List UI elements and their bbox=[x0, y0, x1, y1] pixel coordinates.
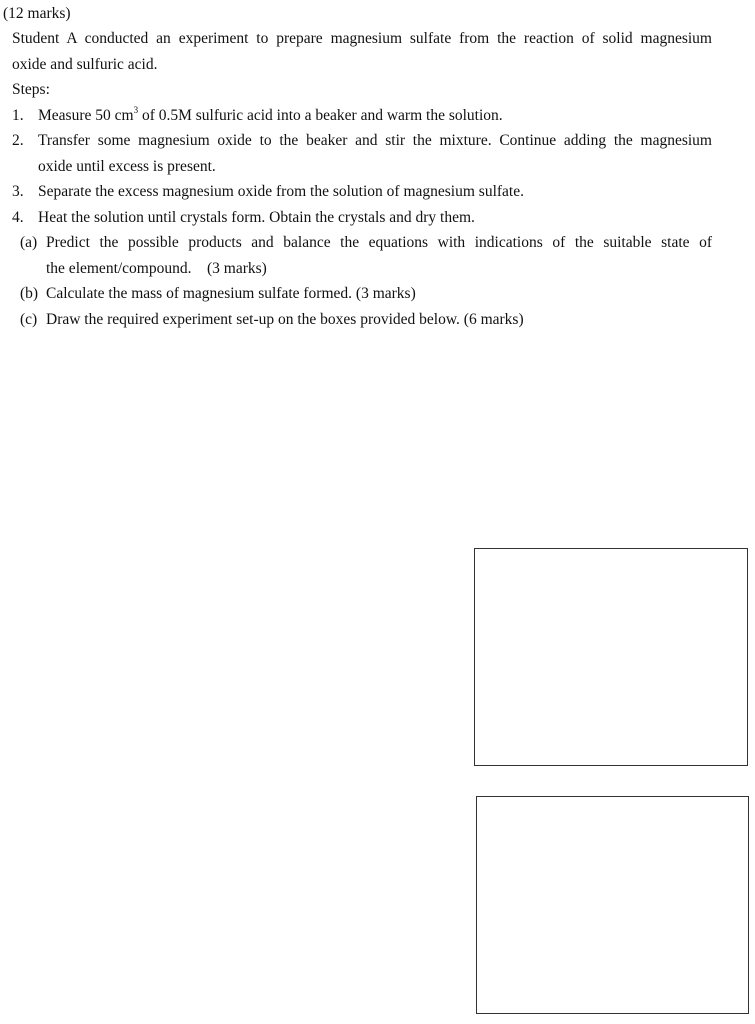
step-4-text: Heat the solution until crystals form. Obtain the crystals and dry them. bbox=[38, 209, 475, 226]
intro-line-2: oxide and sulfuric acid. bbox=[12, 56, 158, 73]
steps-label: Steps: bbox=[12, 81, 50, 98]
step-number: 4. bbox=[12, 209, 24, 226]
step-1-text bbox=[38, 106, 503, 126]
step-number: 2. bbox=[12, 132, 24, 149]
question-label: (b) bbox=[20, 285, 39, 302]
question-label: (a) bbox=[20, 234, 38, 251]
step-number: 3. bbox=[12, 183, 24, 200]
question-label: (c) bbox=[20, 311, 38, 328]
step-1-text-a: Measure 50 cm bbox=[38, 107, 134, 124]
step-3-text: Separate the excess magnesium oxide from the solution of magnesium sulfate. bbox=[38, 183, 524, 200]
step-1-text-b: of 0.5M sulfuric acid into a beaker and warm the solution. bbox=[138, 107, 503, 124]
total-marks: (12 marks) bbox=[3, 5, 71, 22]
question-c-text: Draw the required experiment set-up on the boxes provided below. (6 marks) bbox=[46, 311, 524, 328]
step-2-line-2: oxide until excess is present. bbox=[38, 158, 216, 175]
intro-line-1: Student A conducted an experiment to prepare magnesium sulfate from the reaction of solid magnesium bbox=[12, 30, 712, 47]
drawing-box-1[interactable] bbox=[474, 548, 748, 766]
step-number: 1. bbox=[12, 107, 24, 124]
question-b-text: Calculate the mass of magnesium sulfate formed. (3 marks) bbox=[46, 285, 416, 302]
question-a-line-1: Predict the possible products and balance the equations with indications of the suitable state of bbox=[46, 234, 712, 251]
step-1-superscript: 3 bbox=[133, 104, 139, 115]
drawing-box-2[interactable] bbox=[476, 796, 749, 1014]
step-2-line-1: Transfer some magnesium oxide to the beaker and stir the mixture. Continue adding the magnesium bbox=[38, 132, 712, 149]
question-a-line-2: the element/compound. (3 marks) bbox=[46, 260, 267, 277]
